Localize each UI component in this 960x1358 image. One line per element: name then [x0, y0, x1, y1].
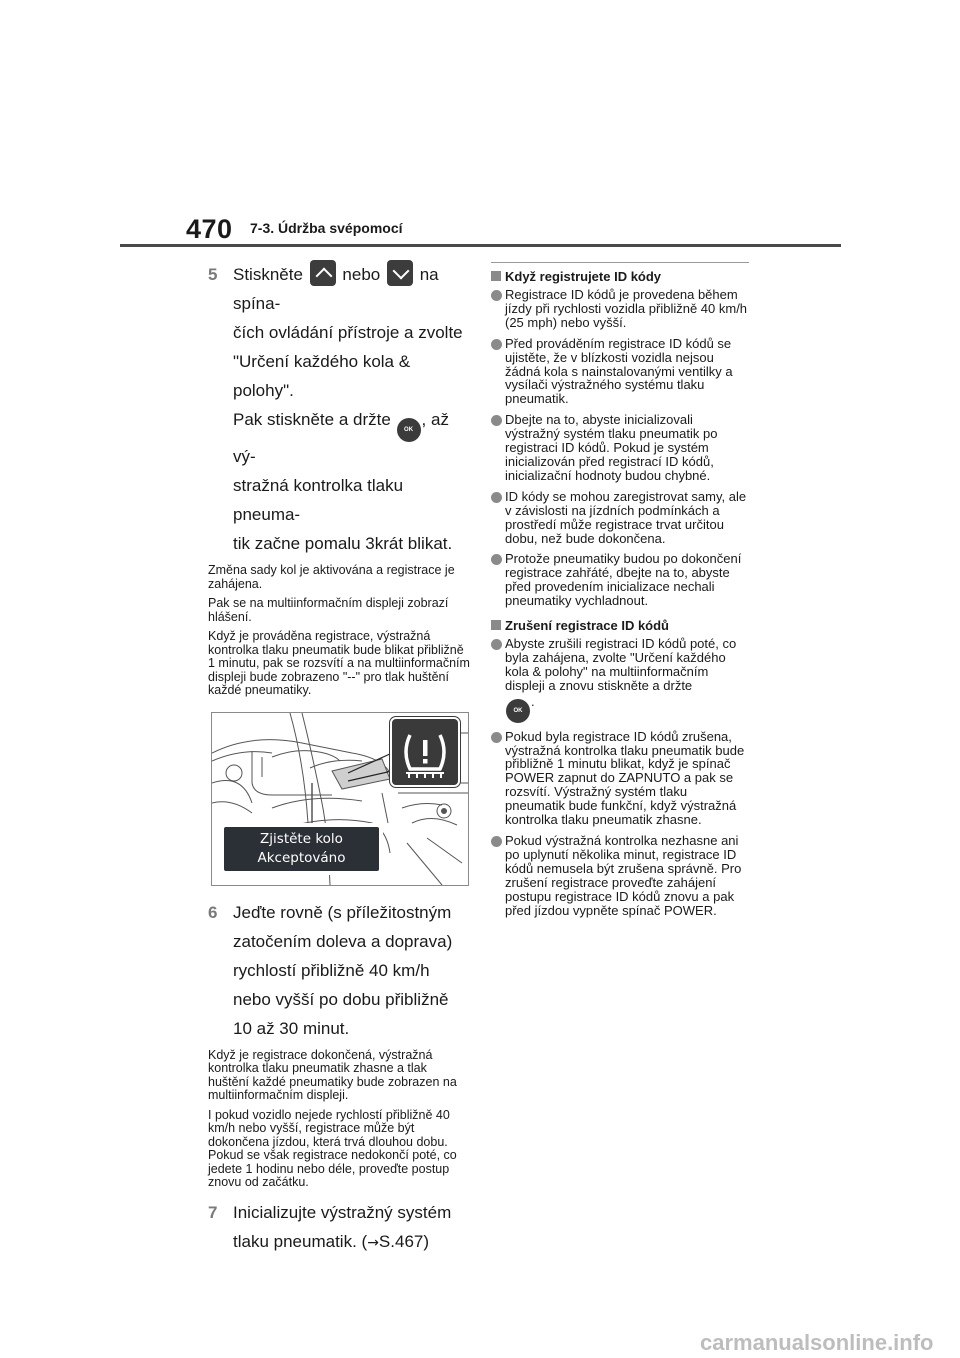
list-item-text: Pokud byla registrace ID kódů zrušena, výstražná kontrolka tlaku pneumatik bude přibližně 1 minutu blikat, když je spínač POWER zapnut do ZAPNUTO a pak se rozsvítí. Výstražný systém tlaku pneumatik bude funkční, když výstražná kontrolka tlaku pneumatik zhasne.: [505, 728, 745, 828]
page-reference-arrow-icon: →: [367, 1234, 379, 1251]
step-text: Inicializujte výstražný systém tlaku pneumatik. (: [233, 1202, 452, 1251]
step-text: nebo: [342, 265, 381, 284]
list-item-text: Registrace ID kódů je provedena během jízdy při rychlosti vozidla přibližně 40 km/h (25 mph) nebo vyšší.: [505, 287, 748, 330]
list-item-text: Dbejte na to, abyste inicializovali výstražný systém tlaku pneumatik po registraci ID kódů. Pokud je systém inicializován před registrací ID kódů, inicializační hodnoty budou chybné.: [505, 412, 718, 483]
ok-button-icon: OK: [506, 699, 530, 723]
section-title: Zrušení registrace ID kódů: [505, 618, 669, 634]
list-item: [491, 834, 749, 917]
page-reference-link[interactable]: S.467): [378, 1231, 430, 1251]
bullet-icon: [491, 639, 502, 650]
step-5: [208, 260, 470, 558]
up-arrow-button-icon: [310, 260, 336, 286]
square-bullet-icon: [491, 620, 501, 630]
bullet-icon: [491, 836, 502, 847]
step-text: , až vý-: [233, 410, 449, 466]
display-message-line-1: Zjistěte kolo: [260, 830, 343, 847]
bullet-icon: [491, 339, 502, 350]
step-text: čích ovládání přístroje a zvolte: [233, 323, 463, 342]
section-heading: [491, 618, 749, 633]
display-message-line-2: Akceptováno: [257, 849, 346, 866]
right-column: [491, 262, 749, 924]
step-6: [208, 898, 470, 1043]
step-text: "Určení každého kola & polohy".: [233, 352, 411, 400]
chapter-title: 7-3. Údržba svépomocí: [250, 220, 403, 236]
note-paragraph: Změna sady kol je aktivována a registrace je zahájena.: [208, 563, 455, 591]
note-paragraph: I pokud vozidlo nejede rychlostí přibližně 40 km/h nebo vyšší, registrace může být dokončena jízdou, která trvá dlouhou dobu. Pokud se však registrace nedokončí poté, co jedete 1 hodinu nebo déle, proveďte postup znovu od začátku.: [208, 1107, 457, 1189]
section-divider: [491, 262, 749, 263]
watermark: carmanualsonline.info: [700, 1330, 934, 1355]
section-title: Když registrujete ID kódy: [505, 269, 662, 284]
list-item-text: Abyste zrušili registraci ID kódů poté, co byla zahájena, zvolte "Určení každého kola & polohy" na multiinformačním displeji a znovu stiskněte a držte: [505, 636, 737, 693]
ok-button-icon: OK: [397, 418, 421, 442]
list-item: [491, 637, 749, 723]
note-paragraph: Pak se na multiinformačním displeji zobrazí hlášení.: [208, 596, 449, 624]
multi-information-display: [220, 823, 383, 875]
square-bullet-icon: [491, 271, 501, 281]
down-arrow-button-icon: [387, 260, 413, 286]
bullet-icon: [491, 415, 502, 426]
step-text: na spína-: [233, 265, 439, 313]
list-item: [491, 288, 749, 330]
list-item-text: Pokud výstražná kontrolka nezhasne ani po uplynutí několika minut, registrace ID kódů nemusela být zrušena správně. Pro zrušení registrace proveďte zahájení postupu registrace ID kódů znovu a pak před jízdou vypněte spínač POWER.: [505, 833, 742, 918]
step-number: 7: [208, 1202, 218, 1222]
step-text: Jeďte rovně (s příležitostným zatočením doleva a doprava) rychlostí přibližně 40 km/h nebo vyšší po dobu přibližně 10 až 30 minut.: [233, 902, 453, 1038]
list-item-text: ID kódy se mohou zaregistrovat samy, ale v závislosti na jízdních podmínkách a prostředí může registrace trvat určitou dobu, než bude dokončena.: [505, 488, 747, 546]
list-item: [491, 490, 749, 546]
bullet-icon: [491, 554, 502, 565]
note-paragraph: Když je prováděna registrace, výstražná kontrolka tlaku pneumatik bude blikat přibližně 1 minutu, pak se rozsvítí a na multiinformačním displeji bude zobrazeno "--" pro tlak huštění každé pneumatiky.: [208, 629, 470, 697]
step-text: stražná kontrolka tlaku pneuma-: [233, 476, 404, 524]
tire-pressure-warning-icon: [390, 717, 460, 787]
header-divider: [120, 244, 841, 247]
list-item: [491, 413, 749, 483]
list-item-text: Před prováděním registrace ID kódů se ujistěte, že v blízkosti vozidla nejsou žádná kola s nainstalovanými ventilky a vysílači výstražného systému tlaku pneumatik.: [505, 335, 733, 407]
bullet-icon: [491, 290, 502, 301]
instrument-cluster-illustration: [211, 712, 469, 886]
step-7: [208, 1198, 470, 1258]
list-item: [491, 552, 749, 608]
list-item: [491, 730, 749, 827]
step-text: tik začne pomalu 3krát blikat.: [233, 534, 453, 553]
step-text: Stiskněte: [233, 265, 303, 284]
bullet-icon: [491, 732, 502, 743]
list-item-text: Protože pneumatiky budou po dokončení registrace zahřáté, dbejte na to, abyste před provedením inicializace nechali pneumatiky vychladnout.: [505, 551, 742, 609]
step-text: Pak stiskněte a držte: [233, 410, 391, 429]
step-number: 6: [208, 902, 218, 922]
page-header: [0, 0, 960, 250]
note-paragraph: Když je registrace dokončená, výstražná kontrolka tlaku pneumatik zhasne a tlak huštění každé pneumatiky bude zobrazen na multiinformačním displeji.: [208, 1047, 457, 1102]
list-item-text: .: [531, 693, 535, 709]
step-number: 5: [208, 265, 218, 284]
section-heading: [491, 269, 749, 284]
left-column: [208, 260, 470, 1258]
list-item: [491, 337, 749, 407]
bullet-icon: [491, 492, 502, 503]
page-number: 470: [186, 214, 233, 244]
